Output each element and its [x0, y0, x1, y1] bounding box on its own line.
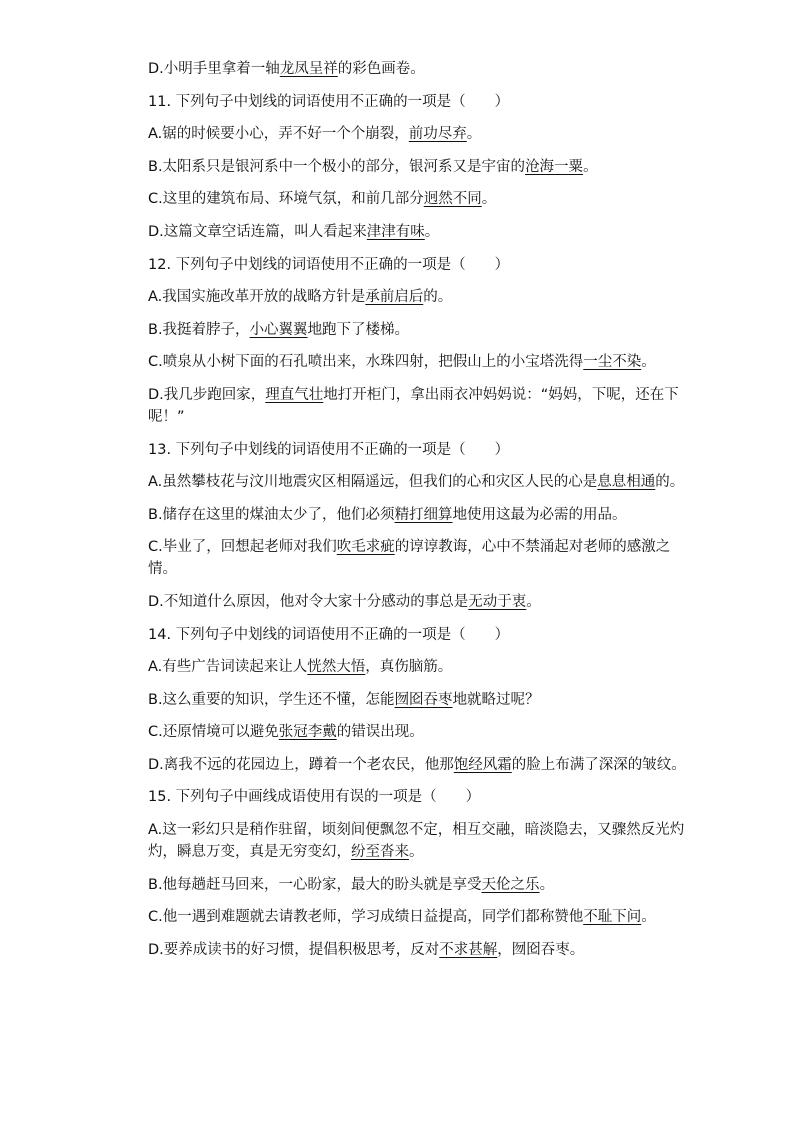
option-line: A.有些广告词读起来让人恍然大悟，真伤脑筋。: [148, 659, 453, 676]
underlined-idiom: 饱经风霜: [453, 756, 512, 773]
underlined-idiom: 张冠李戴: [278, 724, 337, 741]
underlined-idiom: 承前启后: [365, 289, 424, 306]
option-line: A.锯的时候要小心，弄不好一个个崩裂，前功尽弃。: [148, 126, 482, 143]
underlined-idiom: 囫囵吞枣: [394, 691, 453, 708]
document-page: [148, 58, 688, 971]
underlined-idiom: 精打细算: [394, 506, 453, 523]
option-line: C.这里的建筑布局、环境气氛，和前几部分迥然不同。: [148, 191, 497, 208]
underlined-idiom: 恍然大悟: [307, 659, 366, 676]
question-line: D.小明手里拿着一轴龙凤呈祥的彩色画卷。: [148, 61, 425, 77]
underlined-idiom: 一尘不染: [583, 354, 642, 371]
underlined-idiom: 津津有味: [366, 223, 425, 240]
option-line: B.太阳系只是银河系中一个极小的部分，银河系又是宇宙的沧海一粟。: [148, 158, 598, 175]
question-title: 12. 下列句子中划线的词语使用不正确的一项是（ ）: [148, 256, 510, 273]
option-line: D.要养成读书的好习惯，提倡积极思考，反对不求甚解，囫囵吞枣。: [148, 941, 585, 958]
option-line: B.他每趟赶马回来，一心盼家，最大的盼头就是享受天伦之乐。: [148, 876, 555, 893]
underlined-idiom: 龙凤呈祥: [279, 61, 338, 77]
question-title: 11. 下列句子中划线的词语使用不正确的一项是（ ）: [148, 93, 510, 110]
option-line: A.虽然攀枝花与汶川地震灾区相隔遥远，但我们的心和灾区人民的心是息息相通的。: [148, 474, 685, 491]
question-title: 14. 下列句子中划线的词语使用不正确的一项是（ ）: [148, 626, 510, 643]
underlined-idiom: 理直气壮: [265, 386, 324, 403]
option-line: C.喷泉从小树下面的石孔喷出来，水珠四射，把假山上的小宝塔洗得一尘不染。: [148, 354, 656, 371]
underlined-idiom: 无动于衷: [468, 593, 527, 610]
underlined-idiom: 纷至沓来: [351, 844, 409, 861]
option-line: D.不知道什么原因，他对令大家十分感动的事总是无动于衷。: [148, 593, 541, 610]
option-line: D.这篇文章空话连篇，叫人看起来津津有味。: [148, 223, 440, 240]
underlined-idiom: 息息相通: [597, 474, 656, 491]
question-title: 15. 下列句子中画线成语使用有误的一项是（ ）: [148, 789, 481, 806]
option-line: C.他一遇到难题就去请教老师，学习成绩日益提高，同学们都称赞他不耻下问。: [148, 909, 656, 926]
option-line: C.还原情境可以避免张冠李戴的错误出现。: [148, 724, 424, 741]
option-line: C.毕业了，回想起老师对我们吹毛求疵的谆谆教诲，心中不禁涌起对老师的感激之情。: [148, 539, 671, 578]
underlined-idiom: 小心翼翼: [249, 321, 308, 338]
question-title: 13. 下列句子中划线的词语使用不正确的一项是（ ）: [148, 441, 510, 458]
underlined-idiom: 不求甚解: [439, 941, 498, 958]
underlined-idiom: 迥然不同: [423, 191, 482, 208]
option-line: B.这么重要的知识，学生还不懂，怎能囫囵吞枣地就略过呢？: [148, 691, 540, 708]
option-line: A.我国实施改革开放的战略方针是承前启后的。: [148, 289, 453, 306]
underlined-idiom: 吹毛求疵: [336, 539, 395, 556]
underlined-idiom: 不耻下问: [583, 909, 642, 926]
underlined-idiom: 沧海一粟: [525, 158, 584, 175]
underlined-idiom: 天伦之乐: [481, 876, 540, 893]
option-line: D.离我不远的花园边上，蹲着一个老农民，他那饱经风霜的脸上布满了深深的皱纹。: [148, 756, 686, 773]
option-line: D.我几步跑回家，理直气壮地打开柜门，拿出雨衣冲妈妈说：“妈妈，下呢，还在下呢！”: [148, 386, 679, 425]
option-line: B.我挺着脖子，小心翼翼地跑下了楼梯。: [148, 321, 410, 338]
option-line: B.储存在这里的煤油太少了，他们必须精打细算地使用这最为必需的用品。: [148, 506, 627, 523]
underlined-idiom: 前功尽弃: [408, 126, 467, 143]
option-line: A.这一彩幻只是稍作驻留，顷刻间便飘忽不定，相互交融，暗淡隐去，又骤然反光灼灼，瞬息万变，真是无穷变幻，纷至沓来。: [148, 822, 685, 861]
